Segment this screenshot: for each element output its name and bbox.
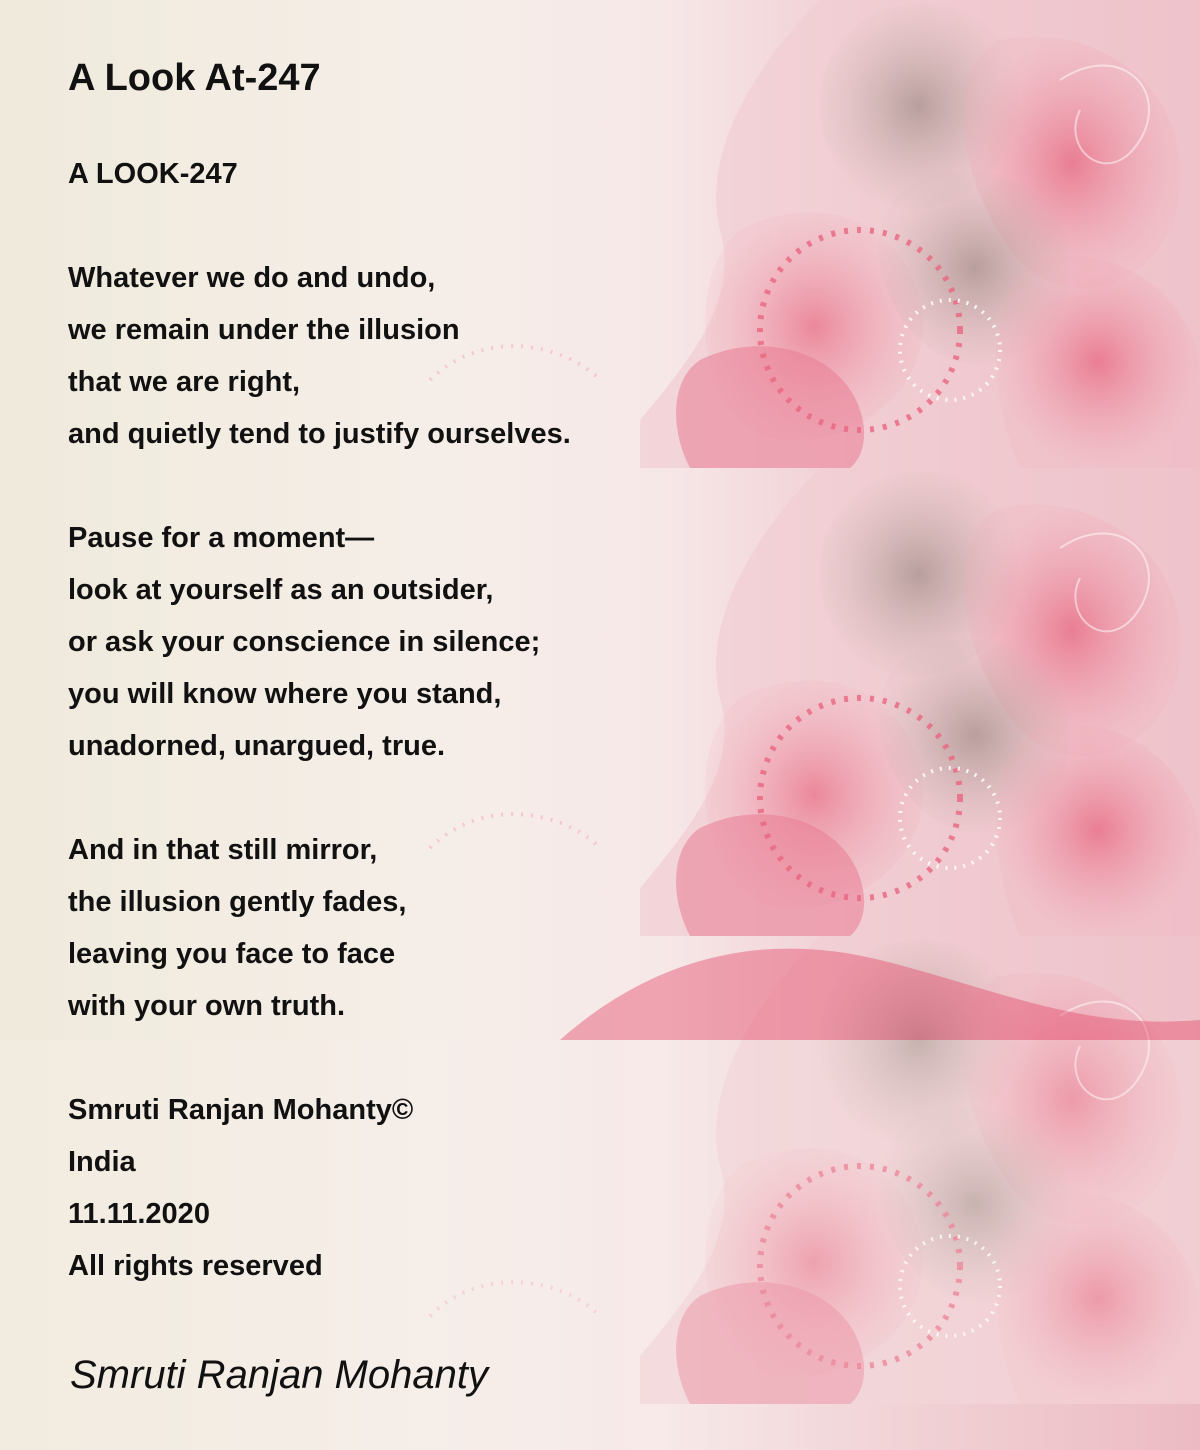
poem-line: we remain under the illusion: [68, 314, 460, 346]
poem-line: [68, 460, 571, 512]
poem-line: you will know where you stand,: [68, 678, 502, 710]
author-name: Smruti Ranjan Mohanty: [70, 1353, 488, 1397]
poem-line: that we are right,: [68, 366, 301, 398]
poem-title: A Look At-247: [68, 57, 321, 99]
poem-line: Pause for a moment—: [68, 522, 375, 554]
poem-line: look at yourself as an outsider,: [68, 574, 494, 606]
poem-body: [68, 148, 571, 1292]
poem-line: [68, 200, 571, 252]
poem-signature-name: Smruti Ranjan Mohanty©: [68, 1094, 414, 1126]
poem-signature-date: 11.11.2020: [68, 1198, 210, 1230]
poem-line: and quietly tend to justify ourselves.: [68, 418, 571, 450]
poem-line: [68, 772, 571, 824]
poem-line: [68, 1032, 571, 1084]
poem-line: Whatever we do and undo,: [68, 262, 436, 294]
poem-line: leaving you face to face: [68, 938, 396, 970]
poem-line: with your own truth.: [68, 990, 346, 1022]
poem-rights-notice: All rights reserved: [68, 1250, 323, 1282]
poem-line: unadorned, unargued, true.: [68, 730, 446, 762]
poem-signature-country: India: [68, 1146, 136, 1178]
poem-line: the illusion gently fades,: [68, 886, 407, 918]
poem-line: And in that still mirror,: [68, 834, 378, 866]
poem-line: A LOOK-247: [68, 158, 238, 190]
poem-line: or ask your conscience in silence;: [68, 626, 541, 658]
